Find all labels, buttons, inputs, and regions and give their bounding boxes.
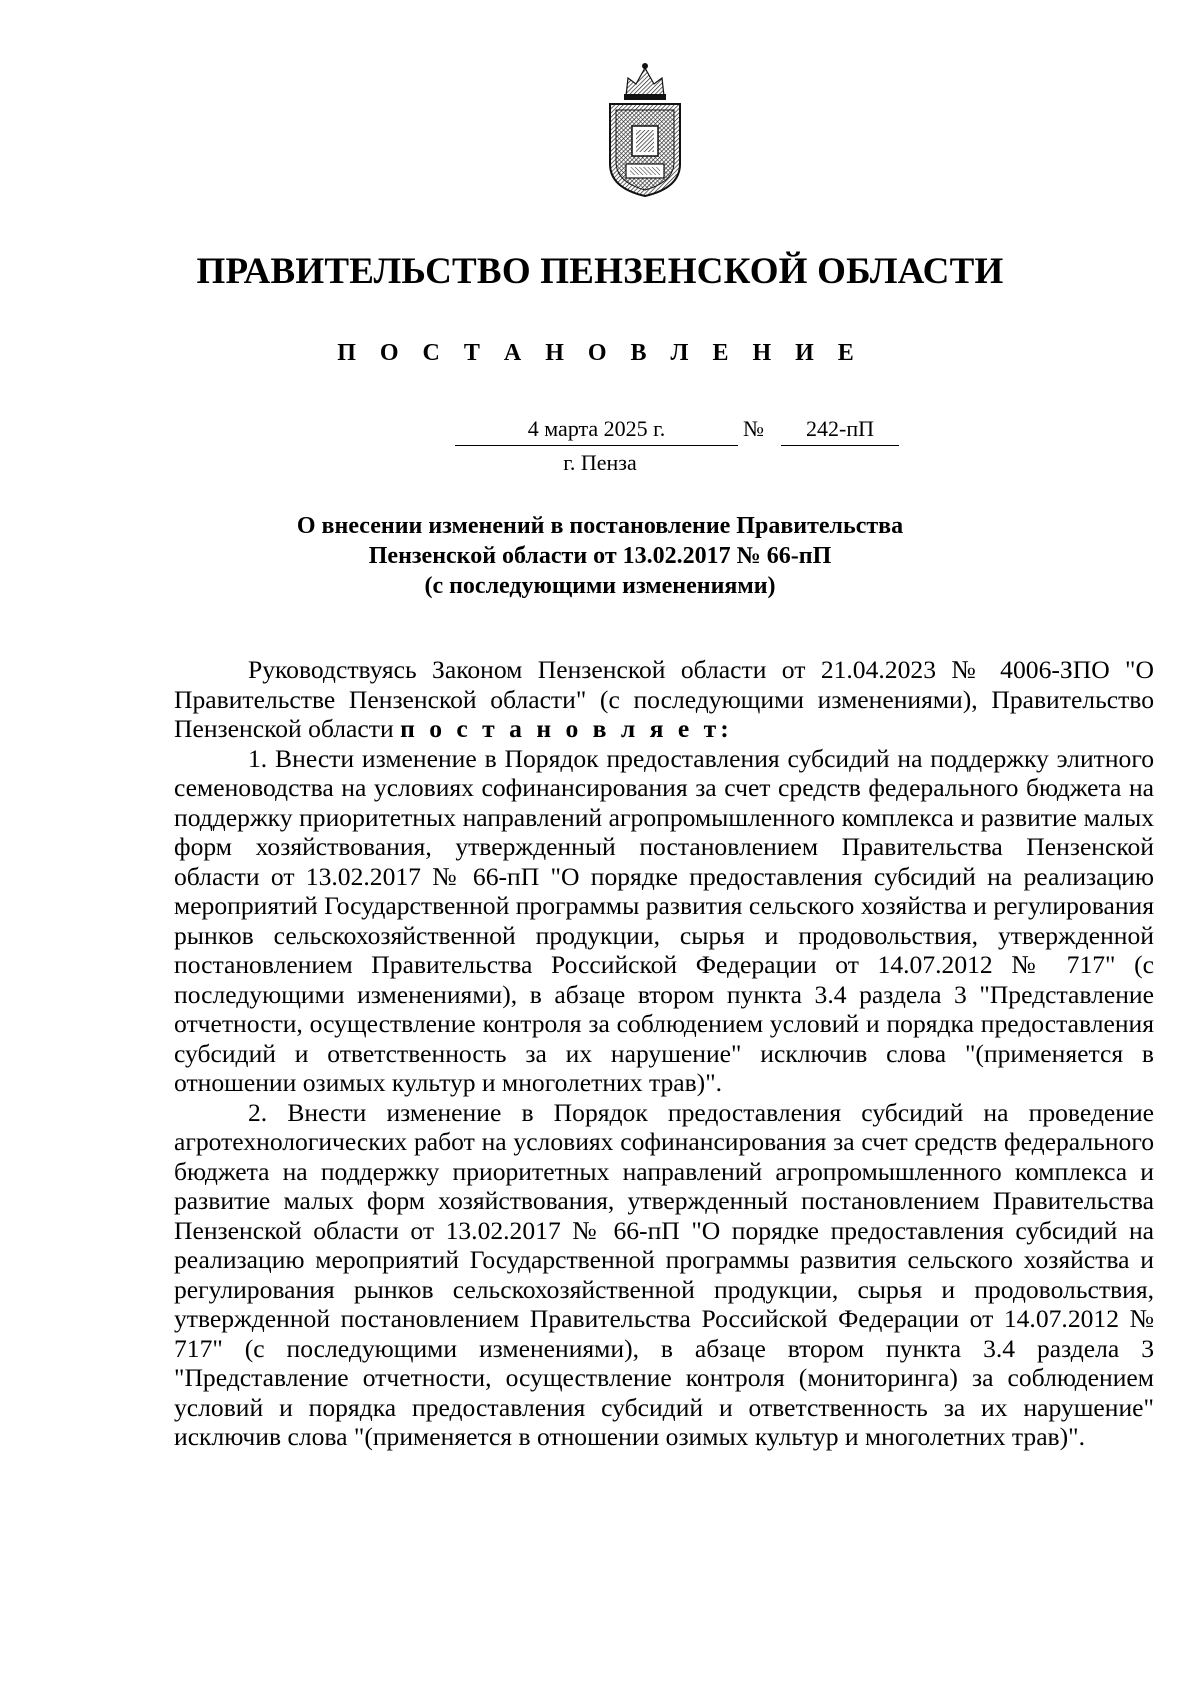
document-type: П О С Т А Н О В Л Е Н И Е <box>337 340 863 366</box>
document-city: г. Пенза <box>563 450 637 475</box>
preamble-paragraph <box>174 655 1154 744</box>
item-1-paragraph: 1. Внести изменение в Порядок предоставления субсидий на поддержку элитного семеноводства на условиях софинансирования за счет средств федерального бюджета на поддержку приоритетных направлений агропромышленного комплекса и развитие малых форм хозяйствования, утвержденный постановлением Правительства Пензенской области от 13.02.2017 № 66-пП "О порядке предоставления субсидий на реализацию мероприятий Государственной программы развития сельского хозяйства и регулирования рынков сельскохозяйственной продукции, сырья и продовольствия, утвержденной постановлением Правительства Российской Федерации от 14.07.2012 № 717" (с последующими изменениями), в абзаце втором пункта 3.4 раздела 3 "Представление отчетности, осуществление контроля за соблюдением условий и порядка предоставления субсидий и ответственность за их нарушение" исключив слова "(применяется в отношении озимых культур и многолетних трав)". <box>174 743 1154 1097</box>
subject-line-1: О внесении изменений в постановление Правительства <box>296 513 904 539</box>
document-body <box>174 655 1154 1452</box>
document-date: 4 марта 2025 г. <box>455 413 738 446</box>
document-subject <box>200 511 1000 601</box>
organization-title: ПРАВИТЕЛЬСТВО ПЕНЗЕНСКОЙ ОБЛАСТИ <box>196 251 1004 292</box>
preamble-text: Руководствуясь Законом Пензенской области от 21.04.2023 № 4006-ЗПО "О Правительстве Пензенской области" (с последующими изменениями), Правительство Пензенской области <box>174 655 1154 743</box>
subject-line-2: Пензенской области от 13.02.2017 № 66-пП <box>368 543 832 569</box>
item-2-paragraph: 2. Внести изменение в Порядок предоставления субсидий на проведение агротехнологических работ на условиях софинансирования за счет средств федерального бюджета на поддержку приоритетных направлений агропромышленного комплекса и развитие малых форм хозяйствования, утвержденный постановлением Правительства Пензенской области от 13.02.2017 № 66-пП "О порядке предоставления субсидий на реализацию мероприятий Государственной программы развития сельского хозяйства и регулирования рынков сельскохозяйственной продукции, сырья и продовольствия, утвержденной постановлением Правительства Российской Федерации от 14.07.2012 № 717" (с последующими изменениями), в абзаце втором пункта 3.4 раздела 3 "Представление отчетности, осуществление контроля (мониторинга) за соблюдением условий и порядка предоставления субсидий и ответственность за их нарушение" исключив слова "(применяется в отношении озимых культур и многолетних трав)". <box>174 1097 1154 1451</box>
number-sign: № <box>743 416 764 441</box>
coat-of-arms-icon <box>604 60 686 198</box>
subject-line-3: (с последующими изменениями) <box>424 573 776 599</box>
preamble-verb: п о с т а н о в л я е т: <box>400 714 733 743</box>
document-number: 242-пП <box>781 413 899 446</box>
